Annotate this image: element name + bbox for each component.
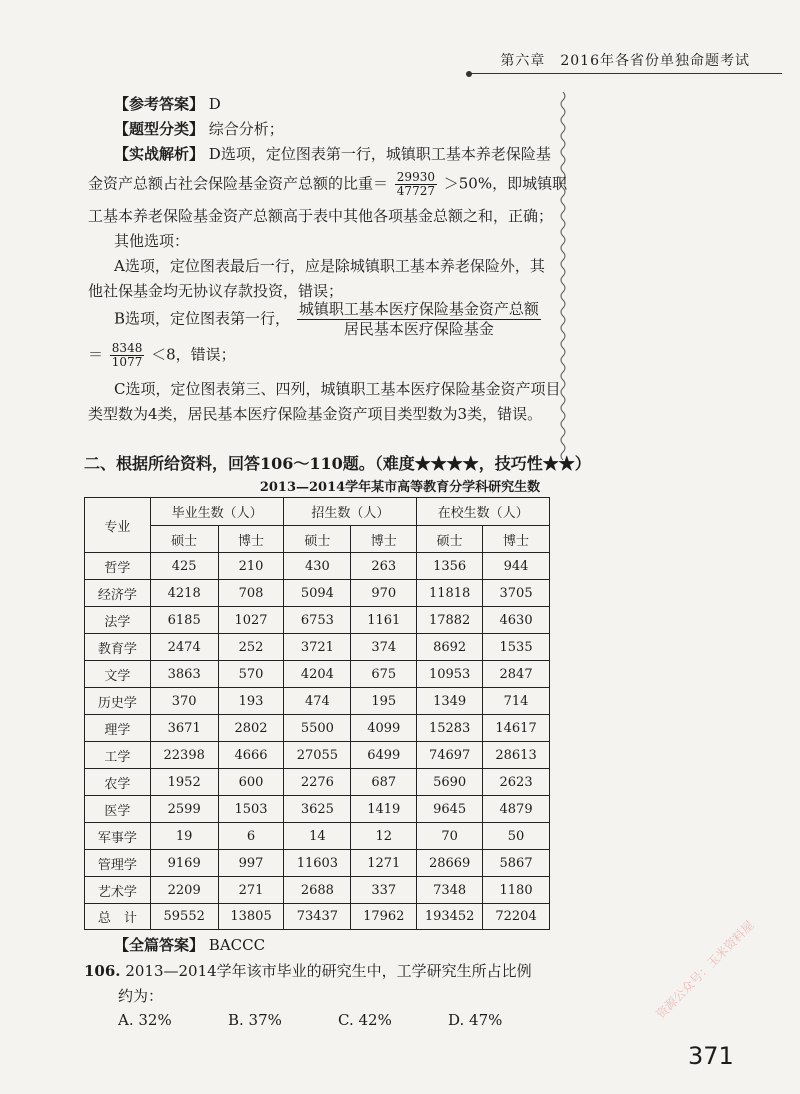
table-cell: 22398 <box>150 742 218 769</box>
table-cell: 708 <box>218 580 284 607</box>
table-cell: 7348 <box>417 877 483 904</box>
question-number: 106. <box>84 962 121 980</box>
group-header-graduates: 毕业生数（人） <box>150 498 284 526</box>
table-cell: 17882 <box>417 607 483 634</box>
table-cell: 1535 <box>483 634 550 661</box>
option-c-line-2: 类型数为4类，居民基本医疗保险基金资产项目类型数为3类，错误。 <box>88 405 543 423</box>
table-cell: 193452 <box>417 904 483 930</box>
option-a-line-2: 他社保基金均无协议存款投资，错误； <box>88 282 344 300</box>
answer-label: 【参考答案】 <box>114 95 205 113</box>
table-cell: 14 <box>284 823 351 850</box>
group-header-enrollment: 招生数（人） <box>284 498 417 526</box>
other-options-line: 其他选项： <box>114 232 190 250</box>
table-header-row-2 <box>85 526 550 553</box>
row-major: 军事学 <box>85 823 151 850</box>
type-label: 【题型分类】 <box>114 120 205 138</box>
table-row <box>85 742 550 769</box>
table-cell: 1419 <box>351 796 417 823</box>
table-cell: 570 <box>218 661 284 688</box>
type-line <box>114 119 284 139</box>
table-cell: 210 <box>218 553 284 580</box>
table-cell: 2802 <box>218 715 284 742</box>
sub-header: 博士 <box>483 526 550 553</box>
table-cell: 2474 <box>150 634 218 661</box>
table-cell: 73437 <box>284 904 351 930</box>
analysis-text-2b: ＞50%，即城镇职 <box>443 174 568 193</box>
analysis-text-2a: 金资产总额占社会保险基金资产总额的比重＝ <box>88 174 389 193</box>
table-cell: 3671 <box>150 715 218 742</box>
table-cell: 997 <box>218 850 284 877</box>
option-a-line-1: A选项，定位图表最后一行，应是除城镇职工基本养老保险外，其 <box>114 257 545 275</box>
sub-header: 硕士 <box>417 526 483 553</box>
option-c: C. 42% <box>338 1011 392 1029</box>
row-major: 经济学 <box>85 580 151 607</box>
table-cell: 3705 <box>483 580 550 607</box>
option-b: B. 37% <box>228 1011 282 1029</box>
table-cell: 6185 <box>150 607 218 634</box>
row-major: 法学 <box>85 607 151 634</box>
table-row <box>85 688 550 715</box>
running-header <box>470 48 790 76</box>
table-cell: 714 <box>483 688 550 715</box>
option-b-prefix: B选项，定位图表第一行， <box>114 309 291 328</box>
row-major: 工学 <box>85 742 151 769</box>
row-major: 管理学 <box>85 850 151 877</box>
table-cell: 4218 <box>150 580 218 607</box>
table-cell: 970 <box>351 580 417 607</box>
row-major: 总 计 <box>85 904 151 930</box>
data-table <box>84 497 550 930</box>
table-cell: 19 <box>150 823 218 850</box>
option-c-line-1: C选项，定位图表第三、四列，城镇职工基本医疗保险基金资产项目 <box>114 380 561 398</box>
watermark: 资源公众号：玉米资料屋 <box>653 918 757 1022</box>
analysis-line-2 <box>88 171 567 198</box>
table-cell: 1952 <box>150 769 218 796</box>
question-stem-1: 2013—2014学年该市毕业的研究生中，工学研究生所占比例 <box>125 962 532 980</box>
sub-header: 硕士 <box>284 526 351 553</box>
option-b-equals: ＝ <box>88 345 104 364</box>
analysis-label: 【实战解析】 <box>114 145 205 163</box>
table-cell: 1503 <box>218 796 284 823</box>
table-cell: 263 <box>351 553 417 580</box>
table-cell: 374 <box>351 634 417 661</box>
wavy-divider <box>557 92 569 460</box>
table-cell: 12 <box>351 823 417 850</box>
table-cell: 74697 <box>417 742 483 769</box>
table-cell: 1027 <box>218 607 284 634</box>
option-b2-fraction <box>110 342 145 369</box>
table-cell: 944 <box>483 553 550 580</box>
table-row <box>85 553 550 580</box>
table-cell: 600 <box>218 769 284 796</box>
row-major: 理学 <box>85 715 151 742</box>
analysis-line-3: 工基本养老保险基金资产总额高于表中其他各项基金总额之和，正确； <box>88 207 554 225</box>
table-cell: 2623 <box>483 769 550 796</box>
table-cell: 271 <box>218 877 284 904</box>
option-b-fraction <box>297 300 541 339</box>
table-cell: 8692 <box>417 634 483 661</box>
section-title: 二、根据所给资料，回答106～110题。（难度★★★★，技巧性★★） <box>84 454 591 473</box>
table-cell: 337 <box>351 877 417 904</box>
table-cell: 2209 <box>150 877 218 904</box>
col-header-major: 专业 <box>85 498 151 553</box>
full-answer-line <box>114 935 265 955</box>
type-value: 综合分析； <box>208 120 284 138</box>
table-cell: 687 <box>351 769 417 796</box>
answer-value: D <box>208 95 221 113</box>
table-cell: 9645 <box>417 796 483 823</box>
option-b-numerator: 城镇职工基本医疗保险基金资产总额 <box>298 300 539 318</box>
table-row <box>85 796 550 823</box>
table-cell: 50 <box>483 823 550 850</box>
table-cell: 1356 <box>417 553 483 580</box>
table-cell: 1271 <box>351 850 417 877</box>
table-cell: 5500 <box>284 715 351 742</box>
analysis-line-1 <box>114 144 551 164</box>
option-b-line-1 <box>114 300 543 339</box>
fraction-denominator: 47727 <box>396 184 435 198</box>
row-major: 农学 <box>85 769 151 796</box>
table-row <box>85 634 550 661</box>
table-cell: 4630 <box>483 607 550 634</box>
sub-header: 硕士 <box>150 526 218 553</box>
sub-header: 博士 <box>351 526 417 553</box>
table-row <box>85 904 550 930</box>
option-b2-denominator: 1077 <box>111 355 143 369</box>
row-major: 医学 <box>85 796 151 823</box>
table-cell: 17962 <box>351 904 417 930</box>
table-cell: 1180 <box>483 877 550 904</box>
table-cell: 5867 <box>483 850 550 877</box>
table-cell: 3863 <box>150 661 218 688</box>
page-number: 371 <box>688 1042 734 1070</box>
row-major: 艺术学 <box>85 877 151 904</box>
table-cell: 474 <box>284 688 351 715</box>
table-cell: 6499 <box>351 742 417 769</box>
table-title: 2013—2014学年某市高等教育分学科研究生数 <box>259 480 541 495</box>
option-b-line-2 <box>88 342 236 369</box>
table-row <box>85 661 550 688</box>
table-body <box>85 553 550 930</box>
question-stem-line-1 <box>84 961 532 981</box>
header-text: 第六章 2016年各省份单独命题考试 <box>500 53 750 69</box>
table-cell: 70 <box>417 823 483 850</box>
option-b2-numerator: 8348 <box>111 341 143 355</box>
table-cell: 1349 <box>417 688 483 715</box>
option-d: D. 47% <box>448 1011 503 1029</box>
table-cell: 425 <box>150 553 218 580</box>
table-cell: 59552 <box>150 904 218 930</box>
option-b-tail: ＜8，错误； <box>151 345 236 364</box>
table-cell: 72204 <box>483 904 550 930</box>
table-cell: 2276 <box>284 769 351 796</box>
table-cell: 14617 <box>483 715 550 742</box>
table-row <box>85 877 550 904</box>
table-cell: 28669 <box>417 850 483 877</box>
table-row <box>85 823 550 850</box>
table-row <box>85 850 550 877</box>
header-dot <box>466 71 472 77</box>
header-rule <box>470 73 782 74</box>
table-cell: 4099 <box>351 715 417 742</box>
table-cell: 15283 <box>417 715 483 742</box>
option-a: A. 32% <box>118 1011 172 1029</box>
table-row <box>85 607 550 634</box>
row-major: 教育学 <box>85 634 151 661</box>
table-cell: 2688 <box>284 877 351 904</box>
table-cell: 3721 <box>284 634 351 661</box>
table-cell: 1161 <box>351 607 417 634</box>
table-cell: 13805 <box>218 904 284 930</box>
table-cell: 3625 <box>284 796 351 823</box>
answer-line <box>114 94 221 114</box>
table-header-row-1 <box>85 498 550 526</box>
table-cell: 252 <box>218 634 284 661</box>
option-b-denominator: 居民基本医疗保险基金 <box>343 320 494 338</box>
table-cell: 193 <box>218 688 284 715</box>
table-cell: 9169 <box>150 850 218 877</box>
analysis-text-1: D选项，定位图表第一行，城镇职工基本养老保险基 <box>208 145 551 163</box>
question-stem-2: 约为： <box>118 987 164 1005</box>
table-cell: 11818 <box>417 580 483 607</box>
row-major: 历史学 <box>85 688 151 715</box>
table-cell: 4666 <box>218 742 284 769</box>
table-cell: 6753 <box>284 607 351 634</box>
group-header-students: 在校生数（人） <box>417 498 550 526</box>
table-cell: 11603 <box>284 850 351 877</box>
table-cell: 195 <box>351 688 417 715</box>
sub-header: 博士 <box>218 526 284 553</box>
table-cell: 6 <box>218 823 284 850</box>
table-cell: 5690 <box>417 769 483 796</box>
table-cell: 4204 <box>284 661 351 688</box>
full-answer-value: BACCC <box>208 936 266 954</box>
table-cell: 2847 <box>483 661 550 688</box>
table-cell: 370 <box>150 688 218 715</box>
fraction-numerator: 29930 <box>396 170 435 184</box>
table-cell: 675 <box>351 661 417 688</box>
table-cell: 10953 <box>417 661 483 688</box>
table-row <box>85 769 550 796</box>
table-cell: 28613 <box>483 742 550 769</box>
row-major: 文学 <box>85 661 151 688</box>
analysis-fraction <box>395 171 437 198</box>
table-cell: 2599 <box>150 796 218 823</box>
table-row <box>85 580 550 607</box>
table-cell: 4879 <box>483 796 550 823</box>
table-cell: 5094 <box>284 580 351 607</box>
row-major: 哲学 <box>85 553 151 580</box>
table-row <box>85 715 550 742</box>
full-answer-label: 【全篇答案】 <box>114 936 205 954</box>
table-cell: 430 <box>284 553 351 580</box>
table-cell: 27055 <box>284 742 351 769</box>
